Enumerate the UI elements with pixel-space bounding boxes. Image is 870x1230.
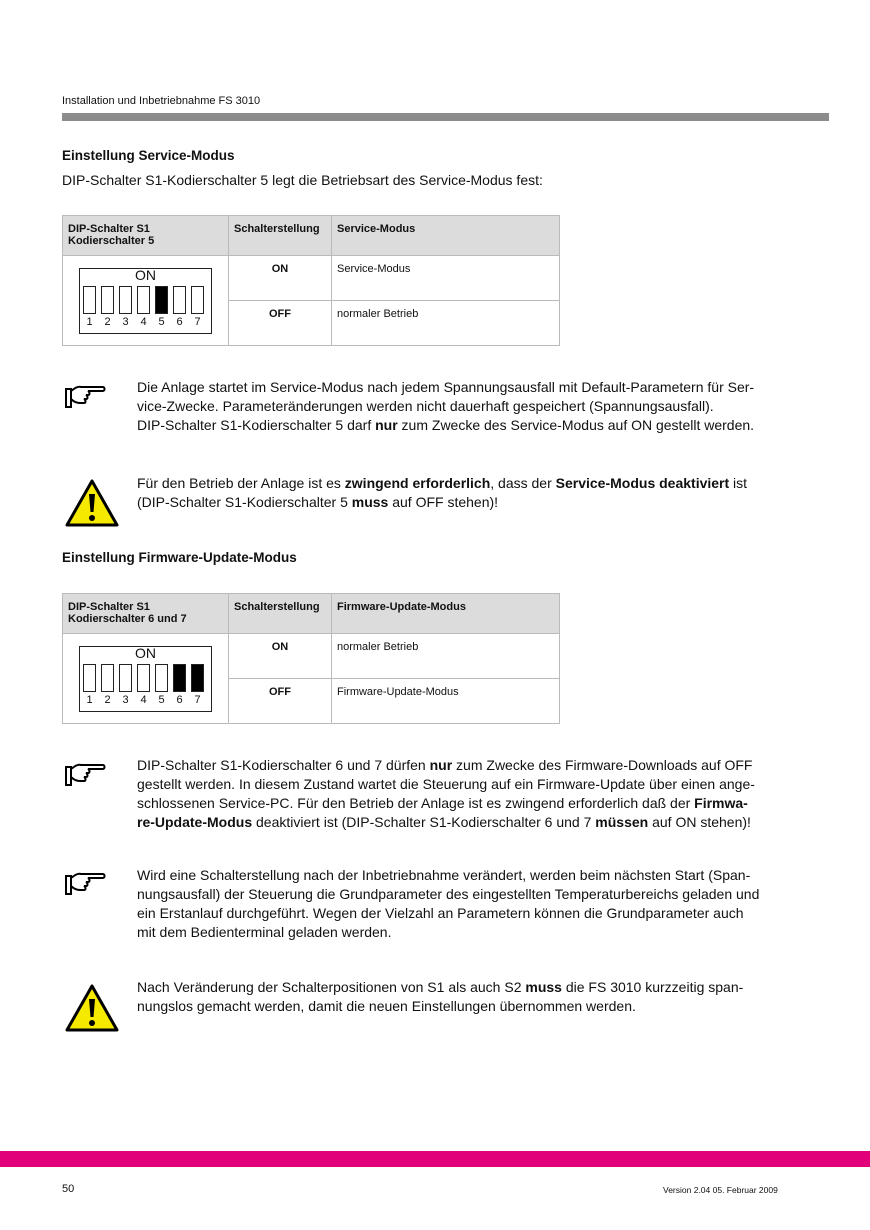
position-cell: ON <box>229 256 332 301</box>
dip-switch-6 <box>173 286 186 314</box>
dip-switch-number: 4 <box>140 315 147 328</box>
text: nur <box>375 417 398 433</box>
text: zum Zwecke des Firmware-Downloads auf OFF <box>452 757 753 773</box>
warning-icon <box>64 983 120 1033</box>
mode-cell: normaler Betrieb <box>332 634 560 679</box>
section-heading: Einstellung Firmware-Update-Modus <box>62 550 297 565</box>
dip-switch-number: 3 <box>122 693 129 706</box>
pointing-hand-icon <box>64 872 106 898</box>
text: ist <box>729 475 748 491</box>
col-header: Firmware-Update-Modus <box>332 594 560 634</box>
text: die FS 3010 kurzzeitig span- <box>561 979 744 995</box>
running-header: Installation und Inbetriebnahme FS 3010 <box>62 95 261 107</box>
dip-switch-number: 7 <box>194 693 201 706</box>
page-number: 50 <box>62 1183 75 1195</box>
dip-switch-number: 2 <box>104 693 111 706</box>
col-header: DIP-Schalter S1 <box>68 601 150 613</box>
dip-switch-7 <box>191 286 204 314</box>
header-rule <box>62 113 829 121</box>
text: zum Zwecke des Service-Modus auf ON gestellt werden. <box>397 417 755 433</box>
dip-switch-number: 5 <box>158 693 165 706</box>
dip-switch-1 <box>83 286 96 314</box>
dip-switch-number: 1 <box>86 693 93 706</box>
mode-cell: normaler Betrieb <box>332 301 560 346</box>
text-line: nungsausfall) der Steuerung die Grundparameter des eingestellten Temperaturbereichs geladen und <box>137 886 760 902</box>
text-line: nungslos gemacht werden, damit die neuen Einstellungen übernommen werden. <box>137 998 636 1014</box>
warning-restart <box>137 978 827 1016</box>
dip-switch-6 <box>173 664 186 692</box>
dip-switch-number: 6 <box>176 315 183 328</box>
text: re-Update-Modus <box>137 814 253 830</box>
col-header: Schalterstellung <box>229 594 332 634</box>
footer-bar <box>0 1151 870 1167</box>
dip-switch-number: 3 <box>122 315 129 328</box>
col-header: Schalterstellung <box>229 216 332 256</box>
col-header: Kodierschalter 5 <box>68 235 155 247</box>
dip-switch-5 <box>155 664 168 692</box>
dip-switch-number: 6 <box>176 693 183 706</box>
text: auf ON stehen)! <box>648 814 751 830</box>
dip-switch-4 <box>137 286 150 314</box>
dip-switch-2 <box>101 664 114 692</box>
dip-switch-7 <box>191 664 204 692</box>
text: schlossenen Service-PC. Für den Betrieb der Anlage ist es zwingend erforderlich daß der <box>137 795 695 811</box>
dip-switch-diagram <box>79 646 212 712</box>
dip-switch-number: 1 <box>86 315 93 328</box>
text: Für den Betrieb der Anlage ist es <box>137 475 345 491</box>
col-header: Kodierschalter 6 und 7 <box>68 613 187 625</box>
dip-switch-5 <box>155 286 168 314</box>
col-header: DIP-Schalter S1 <box>68 223 150 235</box>
text-line: gestellt werden. In diesem Zustand wartet die Steuerung auf ein Firmware-Update über einen ange- <box>137 776 755 792</box>
text-line: Die Anlage startet im Service-Modus nach jedem Spannungsausfall mit Default-Parametern für Ser- <box>137 379 755 395</box>
text: nur <box>429 757 453 773</box>
dip-switch-3 <box>119 664 132 692</box>
position-cell: OFF <box>229 679 332 724</box>
text: auf OFF stehen)! <box>388 494 499 510</box>
dip-switch-2 <box>101 286 114 314</box>
text: müssen <box>595 814 649 830</box>
note-service <box>137 378 817 435</box>
dip-switch-diagram <box>79 268 212 334</box>
firmware-mode-table <box>62 593 560 724</box>
dip-switch-number: 4 <box>140 693 147 706</box>
mode-cell: Firmware-Update-Modus <box>332 679 560 724</box>
position-cell: ON <box>229 634 332 679</box>
note-firmware <box>137 756 827 832</box>
version-date: Version 2.04 05. Februar 2009 <box>663 1185 778 1195</box>
text: zwingend erforderlich <box>344 475 491 491</box>
service-mode-table <box>62 215 560 346</box>
text-line: vice-Zwecke. Parameteränderungen werden nicht dauerhaft gespeichert (Spannungsausfall). <box>137 398 714 414</box>
intro-text: DIP-Schalter S1-Kodierschalter 5 legt die Betriebsart des Service-Modus fest: <box>62 172 543 188</box>
mode-cell: Service-Modus <box>332 256 560 301</box>
text: muss <box>351 494 389 510</box>
position-cell: OFF <box>229 301 332 346</box>
section-heading: Einstellung Service-Modus <box>62 148 235 163</box>
dip-on-label: ON <box>135 266 156 283</box>
text: DIP-Schalter S1-Kodierschalter 6 und 7 dürfen <box>137 757 430 773</box>
col-header: Service-Modus <box>332 216 560 256</box>
text: deaktiviert ist (DIP-Schalter S1-Kodierschalter 6 und 7 <box>252 814 596 830</box>
text-line: mit dem Bedienterminal geladen werden. <box>137 924 392 940</box>
text: Firmwa- <box>694 795 748 811</box>
pointing-hand-icon <box>64 763 106 789</box>
text: , dass der <box>490 475 556 491</box>
dip-on-label: ON <box>135 644 156 661</box>
text-line: Wird eine Schalterstellung nach der Inbetriebnahme verändert, werden beim nächsten Start (Span- <box>137 867 751 883</box>
dip-switch-1 <box>83 664 96 692</box>
text: Nach Veränderung der Schalterpositionen von S1 als auch S2 <box>137 979 526 995</box>
text-line: ein Erstanlauf durchgeführt. Wegen der Vielzahl an Parametern können die Grundparameter auch <box>137 905 744 921</box>
dip-switch-number: 5 <box>158 315 165 328</box>
text: DIP-Schalter S1-Kodierschalter 5 darf <box>137 417 376 433</box>
dip-switch-3 <box>119 286 132 314</box>
dip-switch-4 <box>137 664 150 692</box>
warning-service <box>137 474 817 512</box>
warning-icon <box>64 478 120 528</box>
text: muss <box>525 979 562 995</box>
text: Service-Modus deaktiviert <box>555 475 730 491</box>
pointing-hand-icon <box>64 385 106 411</box>
note-settings-change <box>137 866 827 942</box>
dip-switch-number: 2 <box>104 315 111 328</box>
text: (DIP-Schalter S1-Kodierschalter 5 <box>137 494 352 510</box>
dip-switch-number: 7 <box>194 315 201 328</box>
